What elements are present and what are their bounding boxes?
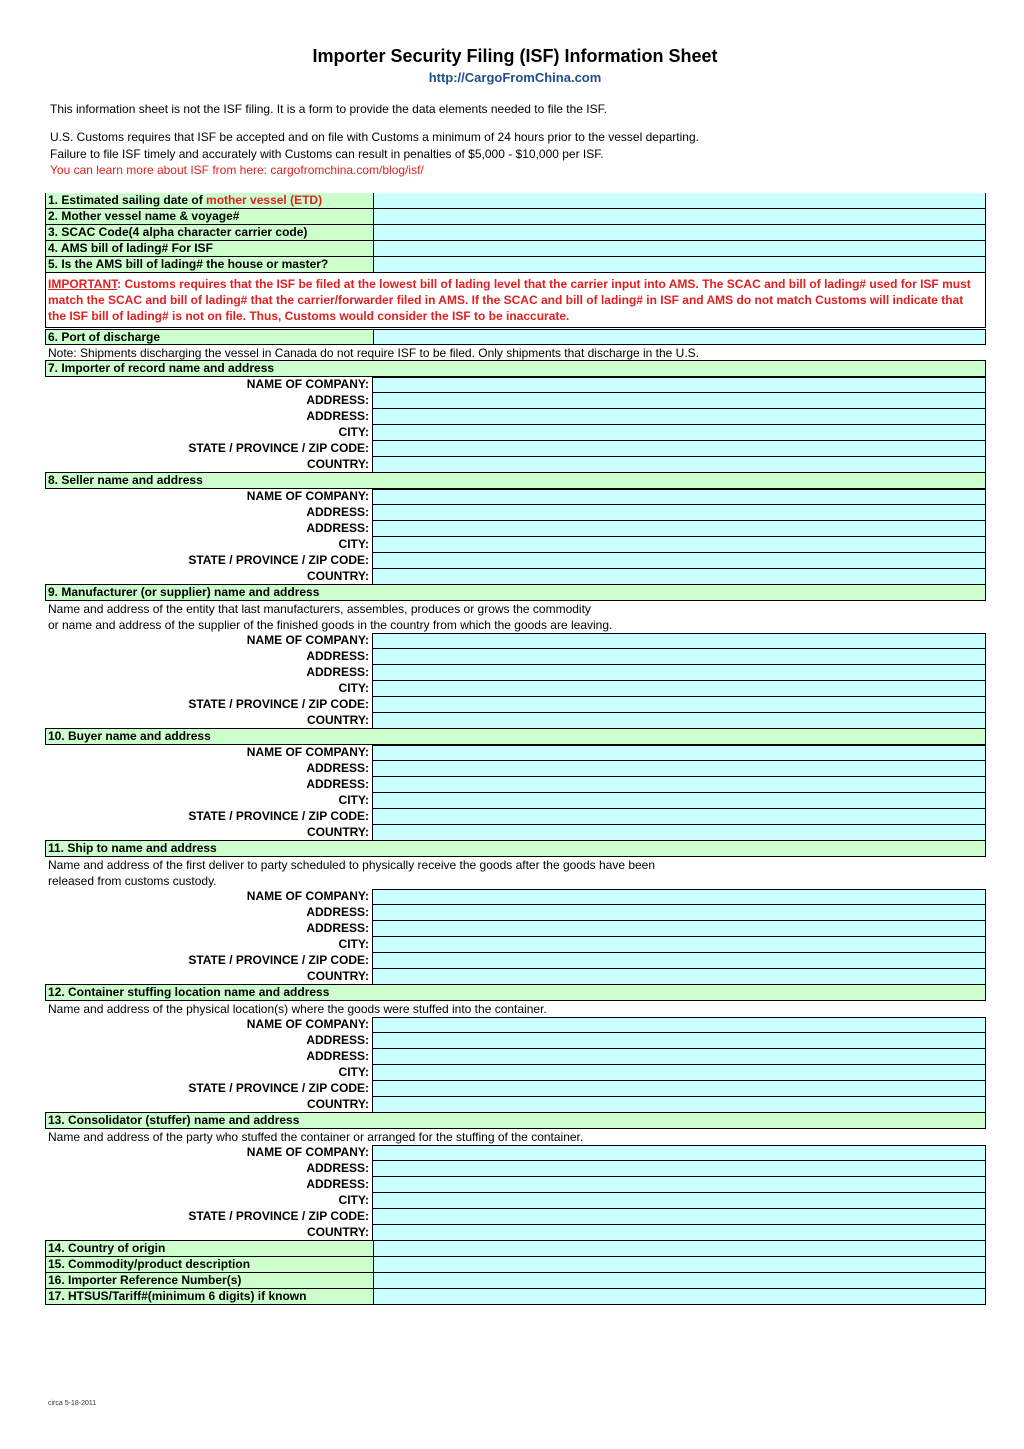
s13-company-row [45,1145,986,1161]
s8-address1-row [45,505,986,521]
s12-country-label: COUNTRY: [307,1097,369,1111]
ams-bol-label: 4. AMS bill of lading# For ISF [46,241,374,256]
s8-address1-field[interactable] [372,505,985,521]
s11-address1-field[interactable] [372,905,985,921]
s12-address2-row [45,1049,986,1065]
s11-note-1: Name and address of the first deliver to party scheduled to physically receive the goods after the goods have been [48,858,656,872]
s8-state-label: STATE / PROVINCE / ZIP CODE: [188,553,369,567]
s12-company-label: NAME OF COMPANY: [246,1017,369,1031]
vessel-label: 2. Mother vessel name & voyage# [46,209,374,224]
s7-company-field[interactable] [372,377,985,393]
s13-city-row [45,1193,986,1209]
importer-ref-field[interactable] [374,1273,985,1288]
s7-address1-field[interactable] [372,393,985,409]
scac-label: 3. SCAC Code(4 alpha character carrier code) [46,225,374,240]
s8-country-field[interactable] [372,569,985,584]
s11-address1-label: ADDRESS: [306,905,369,919]
row-commodity [45,1257,986,1273]
s7-country-field[interactable] [372,457,985,472]
s7-city-label: CITY: [338,425,369,439]
s9-state-label: STATE / PROVINCE / ZIP CODE: [188,697,369,711]
s11-country-row [45,969,986,985]
s9-country-row [45,713,986,729]
s9-note-2: or name and address of the supplier of the finished goods in the country from which the goods are leaving. [48,618,613,632]
s7-address2-row [45,409,986,425]
s8-state-field[interactable] [372,553,985,569]
s7-country-label: COUNTRY: [307,457,369,471]
s13-country-field[interactable] [372,1225,985,1240]
s10-country-row [45,825,986,841]
s12-city-label: CITY: [338,1065,369,1079]
s8-city-field[interactable] [372,537,985,553]
port-label: 6. Port of discharge [46,329,374,344]
s11-state-label: STATE / PROVINCE / ZIP CODE: [188,953,369,967]
htsus-field[interactable] [374,1289,985,1304]
s12-city-row [45,1065,986,1081]
s12-address1-row [45,1033,986,1049]
s13-country-label: COUNTRY: [307,1225,369,1239]
s11-address1-row [45,905,986,921]
s8-company-label: NAME OF COMPANY: [246,489,369,503]
important-note [45,273,986,328]
s9-city-row [45,681,986,697]
intro-learn-more-link[interactable]: You can learn more about ISF from here: cargofromchina.com/blog/isf/ [50,163,424,177]
s11-state-field[interactable] [372,953,985,969]
s9-city-label: CITY: [338,681,369,695]
s9-city-field[interactable] [372,681,985,697]
s8-city-row [45,537,986,553]
section-11-header: 11. Ship to name and address [45,841,986,857]
commodity-field[interactable] [374,1257,985,1272]
s12-state-field[interactable] [372,1081,985,1097]
s8-state-row [45,553,986,569]
s9-company-row [45,633,986,649]
s8-address2-row [45,521,986,537]
s10-address2-row [45,777,986,793]
row-htsus [45,1289,986,1305]
s7-address2-label: ADDRESS: [306,409,369,423]
s12-state-label: STATE / PROVINCE / ZIP CODE: [188,1081,369,1095]
s13-country-row [45,1225,986,1241]
s13-company-field[interactable] [372,1145,985,1161]
s9-address2-field[interactable] [372,665,985,681]
section-12-header: 12. Container stuffing location name and address [45,985,986,1001]
s7-state-field[interactable] [372,441,985,457]
s9-country-label: COUNTRY: [307,713,369,727]
s9-company-field[interactable] [372,633,985,649]
s7-address1-row [45,393,986,409]
s12-state-row [45,1081,986,1097]
s8-address2-field[interactable] [372,521,985,537]
site-url[interactable]: http://CargoFromChina.com [428,70,602,85]
s13-city-field[interactable] [372,1193,985,1209]
page-title: Importer Security Filing (ISF) Information Sheet [312,46,718,66]
s13-state-label: STATE / PROVINCE / ZIP CODE: [188,1209,369,1223]
s9-company-label: NAME OF COMPANY: [246,633,369,647]
row-ams-bol [45,241,986,257]
s11-state-row [45,953,986,969]
intro-line-1: This information sheet is not the ISF filing. It is a form to provide the data elements needed to file the ISF. [50,102,607,116]
s11-city-label: CITY: [338,937,369,951]
s10-city-field[interactable] [372,793,985,809]
s10-address2-field[interactable] [372,777,985,793]
s10-company-row [45,745,986,761]
s10-address1-label: ADDRESS: [306,761,369,775]
s7-city-field[interactable] [372,425,985,441]
s11-address2-field[interactable] [372,921,985,937]
s12-address2-field[interactable] [372,1049,985,1065]
important-keyword: IMPORTANT [48,277,118,291]
s7-address1-label: ADDRESS: [306,393,369,407]
htsus-label: 17. HTSUS/Tariff#(minimum 6 digits) if known [46,1289,374,1304]
s9-address1-field[interactable] [372,649,985,665]
ams-bol-field[interactable] [374,241,985,256]
section-7-header: 7. Importer of record name and address [45,361,986,377]
s13-address1-label: ADDRESS: [306,1161,369,1175]
s7-state-label: STATE / PROVINCE / ZIP CODE: [188,441,369,455]
row-importer-ref [45,1273,986,1289]
s9-state-row [45,697,986,713]
s10-country-label: COUNTRY: [307,825,369,839]
s7-country-row [45,457,986,473]
s7-company-label: NAME OF COMPANY: [246,377,369,391]
s9-state-field[interactable] [372,697,985,713]
row-vessel [45,209,986,225]
s13-address1-field[interactable] [372,1161,985,1177]
s12-address1-field[interactable] [372,1033,985,1049]
s10-country-field[interactable] [372,825,985,840]
s13-company-label: NAME OF COMPANY: [246,1145,369,1159]
s10-state-row [45,809,986,825]
s10-company-label: NAME OF COMPANY: [246,745,369,759]
s11-country-label: COUNTRY: [307,969,369,983]
commodity-label: 15. Commodity/product description [46,1257,374,1272]
s8-company-field[interactable] [372,489,985,505]
row-etd [45,193,986,209]
s10-state-field[interactable] [372,809,985,825]
s7-city-row [45,425,986,441]
section-9-header: 9. Manufacturer (or supplier) name and address [45,585,986,601]
s11-address2-label: ADDRESS: [306,921,369,935]
house-master-field[interactable] [374,257,985,272]
s10-company-field[interactable] [372,745,985,761]
intro-line-2: U.S. Customs requires that ISF be accepted and on file with Customs a minimum of 24 hours prior to the vessel departing. [50,130,699,144]
s9-country-field[interactable] [372,713,985,728]
s12-address2-label: ADDRESS: [306,1049,369,1063]
etd-label: 1. Estimated sailing date of mother vessel (ETD) [46,193,374,208]
s11-note-2: released from customs custody. [48,874,217,888]
row-port [45,329,986,345]
s7-address2-field[interactable] [372,409,985,425]
etd-field[interactable] [374,193,985,208]
s11-company-field[interactable] [372,889,985,905]
s11-address2-row [45,921,986,937]
s9-address2-row [45,665,986,681]
s11-company-row [45,889,986,905]
canada-note: Note: Shipments discharging the vessel in Canada do not require ISF to be filed. Only shipments that discharge in the U.S. [45,345,986,361]
s7-company-row [45,377,986,393]
s12-company-field[interactable] [372,1017,985,1033]
s12-city-field[interactable] [372,1065,985,1081]
s12-address1-label: ADDRESS: [306,1033,369,1047]
s9-note-1: Name and address of the entity that last manufacturers, assembles, produces or grows the commodity [48,602,591,616]
s13-note: Name and address of the party who stuffed the container or arranged for the stuffing of the container. [48,1130,584,1144]
s13-address2-label: ADDRESS: [306,1177,369,1191]
s10-address1-field[interactable] [372,761,985,777]
s8-city-label: CITY: [338,537,369,551]
s10-state-label: STATE / PROVINCE / ZIP CODE: [188,809,369,823]
intro-line-3: Failure to file ISF timely and accurately with Customs can result in penalties of $5,000 - $10,000 per ISF. [50,147,604,161]
s13-address2-row [45,1177,986,1193]
country-origin-label: 14. Country of origin [46,1241,374,1256]
footer-date: circa 5-18-2011 [48,1400,97,1407]
s13-state-row [45,1209,986,1225]
important-text: : Customs requires that the ISF be filed at the lowest bill of lading level that the carrier input into AMS. The SCAC and bill of lading# used for ISF must match the SCAC and bill of lading# that the carrier/forwarder filed in AMS. If the SCAC and bill of lading# in ISF and AMS do not match Customs will indicate that the ISF bill of lading# is not on file. Thus, Customs would consider the ISF to be inaccurate. [48,277,971,323]
isf-form [45,193,986,1305]
scac-field[interactable] [374,225,985,240]
section-13-header: 13. Consolidator (stuffer) name and address [45,1113,986,1129]
importer-ref-label: 16. Importer Reference Number(s) [46,1273,374,1288]
row-house-master [45,257,986,273]
s12-country-field[interactable] [372,1097,985,1112]
s11-city-field[interactable] [372,937,985,953]
row-scac [45,225,986,241]
port-field[interactable] [374,329,985,344]
s11-company-label: NAME OF COMPANY: [246,889,369,903]
s13-city-label: CITY: [338,1193,369,1207]
s10-address2-label: ADDRESS: [306,777,369,791]
s10-city-row [45,793,986,809]
section-8-header: 8. Seller name and address [45,473,986,489]
s8-address1-label: ADDRESS: [306,505,369,519]
s11-country-field[interactable] [372,969,985,984]
house-master-label: 5. Is the AMS bill of lading# the house or master? [46,257,374,272]
s7-state-row [45,441,986,457]
s8-country-label: COUNTRY: [307,569,369,583]
s10-address1-row [45,761,986,777]
s11-city-row [45,937,986,953]
s12-company-row [45,1017,986,1033]
s9-address1-label: ADDRESS: [306,649,369,663]
vessel-field[interactable] [374,209,985,224]
s8-country-row [45,569,986,585]
section-10-header: 10. Buyer name and address [45,729,986,745]
s13-state-field[interactable] [372,1209,985,1225]
s9-address2-label: ADDRESS: [306,665,369,679]
s12-country-row [45,1097,986,1113]
country-origin-field[interactable] [374,1241,985,1256]
s12-note: Name and address of the physical location(s) where the goods were stuffed into the container. [48,1002,547,1016]
s9-address1-row [45,649,986,665]
row-country-origin [45,1241,986,1257]
s10-city-label: CITY: [338,793,369,807]
s13-address2-field[interactable] [372,1177,985,1193]
s13-address1-row [45,1161,986,1177]
s8-address2-label: ADDRESS: [306,521,369,535]
s8-company-row [45,489,986,505]
